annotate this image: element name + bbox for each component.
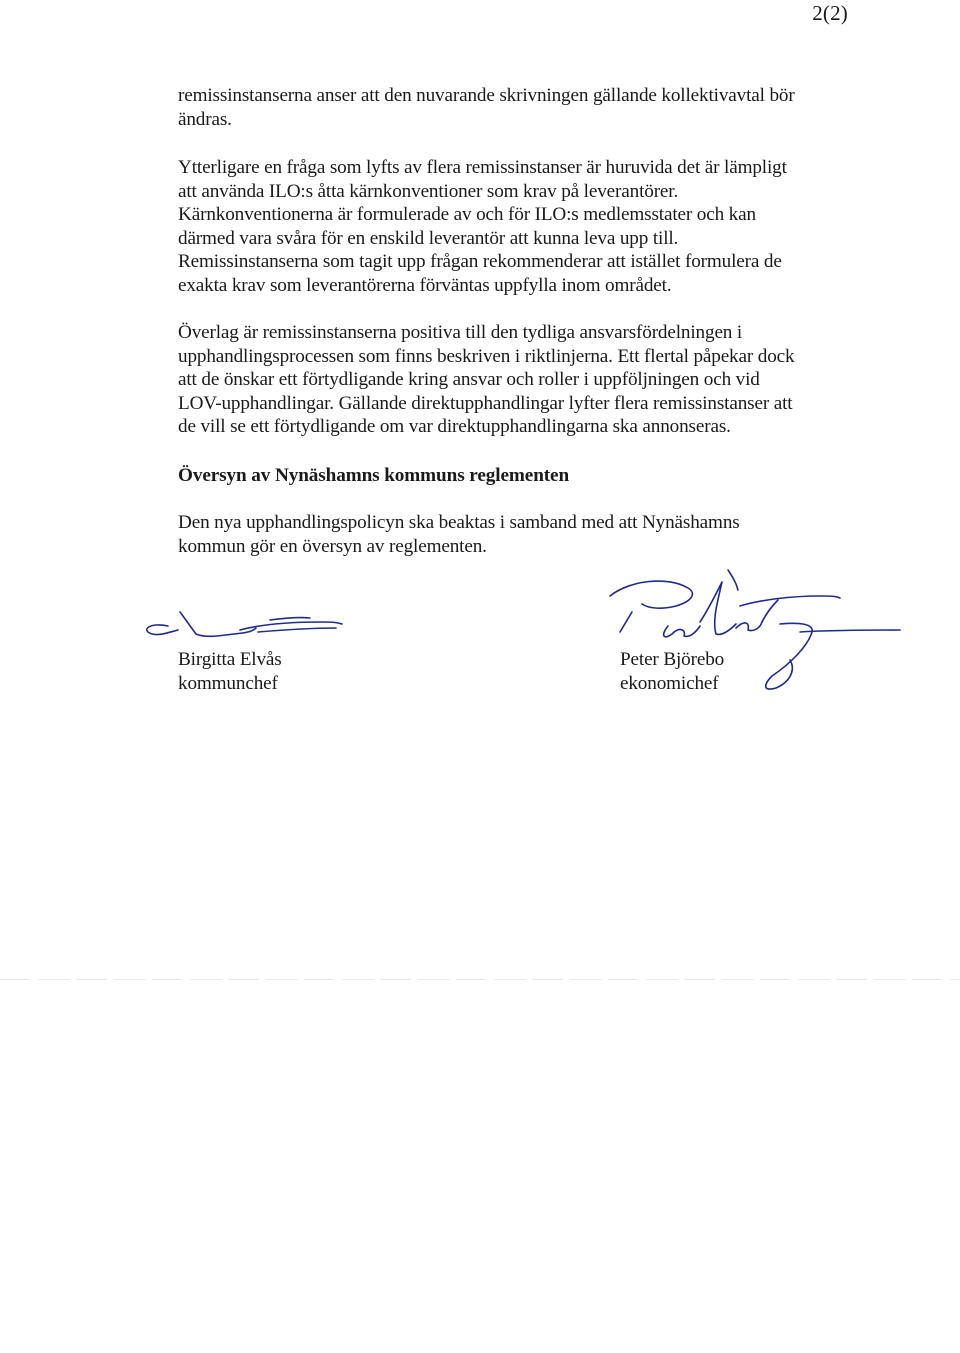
text-line: exakta krav som leverantörerna förväntas uppfylla inom området. [178,274,672,296]
text-line: att de önskar ett förtydligande kring ansvar och roller i uppföljningen och vid [178,369,760,390]
text-line: LOV-upphandlingar. Gällande direktupphandlingar lyfter flera remissinstanser att [178,392,793,414]
text-line: därmed vara svåra för en enskild leverantör att kunna leva upp till. [178,227,679,249]
paragraph-collective-agreements [178,84,868,131]
text-line: att använda ILO:s åtta kärnkonventioner som krav på leverantörer. [178,180,679,202]
signatory-right [620,648,724,695]
signatory-title: ekonomichef [620,672,719,694]
text-line: Överlag är remissinstanserna positiva till den tydliga ansvarsfördelningen i [178,322,743,343]
document-body [178,84,868,558]
text-line: kommun gör en översyn av reglementen. [178,535,487,557]
text-line: Kärnkonventionerna är formulerade av och för ILO:s medlemsstater och kan [178,204,756,225]
text-line: upphandlingsprocessen som finns beskriven i riktlinjerna. Ett flertal påpekar dock [178,345,795,367]
text-line: Den nya upphandlingspolicyn ska beaktas i samband med att Nynäshamns [178,512,740,533]
paragraph-responsibility-distribution [178,321,868,439]
signatory-left [178,648,282,695]
text-line: de vill se ett förtydligande om var direktupphandlingarna ska annonseras. [178,416,731,437]
section-heading: Översyn av Nynäshamns kommuns reglementen [178,464,570,486]
signatory-name: Birgitta Elvås [178,649,282,670]
paragraph-regulations-review [178,511,868,558]
page-number: 2(2) [812,1,848,25]
text-line: Ytterligare en fråga som lyfts av flera remissinstanser är huruvida det är lämpligt [178,157,787,178]
handwritten-signatures [0,560,960,720]
signatory-name: Peter Björebo [620,649,725,670]
signature-area [0,560,960,720]
text-line: remissinstanserna anser att den nuvarande skrivningen gällande kollektivavtal bör [178,85,795,106]
signature-birgitta-elvas [147,612,342,636]
paragraph-ilo-conventions [178,156,868,297]
signatory-title: kommunchef [178,672,278,694]
text-line: Remissinstanserna som tagit upp frågan rekommenderar att istället formulera de [178,251,782,272]
scan-artifact-divider [0,979,960,980]
text-line: ändras. [178,108,232,130]
